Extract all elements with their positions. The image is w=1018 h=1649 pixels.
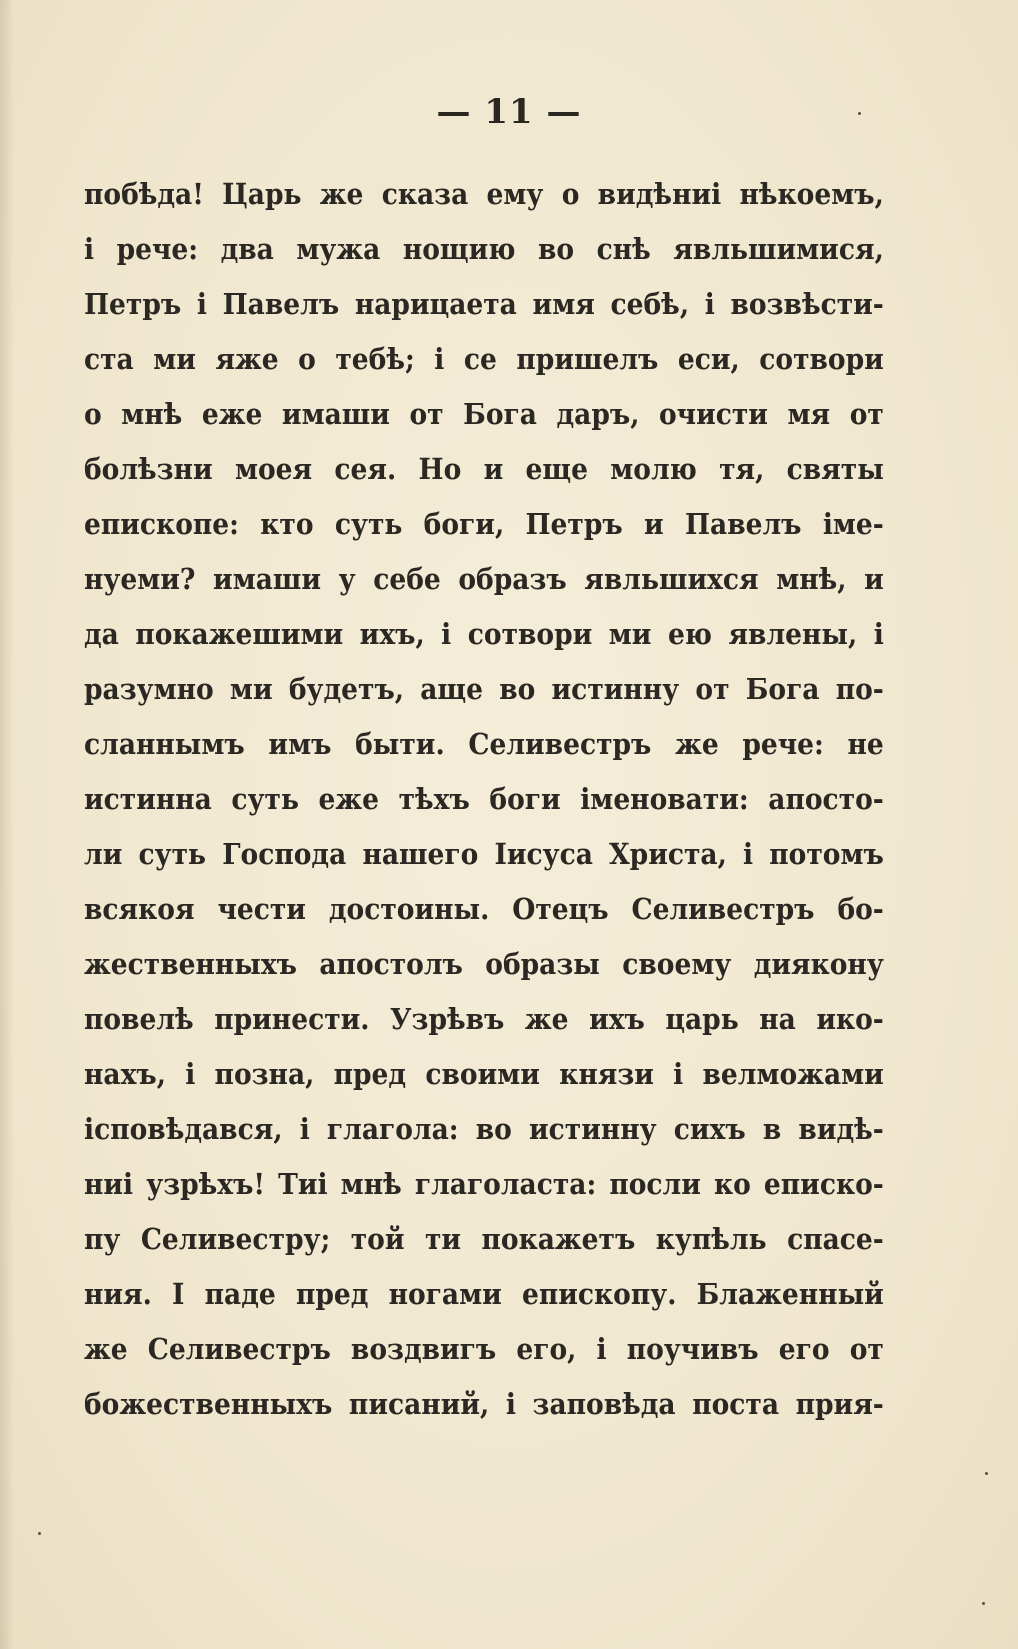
text-line: всякоя чести достоины. Отецъ Селивестръ бо-: [84, 892, 884, 926]
text-line: епископе: кто суть боги, Петръ и Павелъ іме-: [84, 507, 884, 541]
page-number: — 11 —: [436, 92, 582, 132]
text-line: пу Селивестру; той ти покажетъ купѣль спасе-: [84, 1222, 884, 1256]
text-line: разумно ми будетъ, аще во истинну от Бога по-: [84, 672, 884, 706]
text-line: о мнѣ еже имаши от Бога даръ, очисти мя от: [84, 397, 884, 431]
text-line: іcповѣдався, і глагола: во истинну сихъ в видѣ-: [84, 1112, 884, 1146]
text-line: побѣда! Царь же сказа ему о видѣниі нѣкоемъ,: [84, 177, 884, 211]
text-line: повелѣ принести. Узрѣвъ же ихъ царь на ико-: [84, 1002, 884, 1036]
paper-speck: [985, 1472, 988, 1475]
text-line: Петръ і Павелъ нарицаета имя себѣ, і возвѣсти-: [84, 287, 884, 321]
text-line: истинна суть еже тѣхъ боги іменовати: апосто-: [84, 782, 884, 816]
text-line: божественныхъ писаний, і заповѣда поста прия-: [84, 1387, 884, 1421]
text-line: болѣзни моея сея. Но и еще молю тя, святы: [84, 452, 884, 486]
paper-speck: [982, 1602, 985, 1605]
body-text: [84, 167, 884, 1432]
page-edge-shadow: [0, 0, 14, 1649]
text-line: сланнымъ имъ быти. Селивестръ же рече: не: [84, 727, 884, 761]
text-line: нахъ, і позна, пред своими князи і велможами: [84, 1057, 884, 1091]
text-line: да покажешими ихъ, і сотвори ми ею явлены, і: [84, 617, 884, 651]
text-line: ста ми яже о тебѣ; і се пришелъ еси, сотвори: [84, 342, 884, 376]
text-line: нуеми? имаши у себе образъ явльшихся мнѣ, и: [84, 562, 884, 596]
text-line: ния. І паде пред ногами епископу. Блаженный: [84, 1277, 884, 1311]
text-line: жественныхъ апостолъ образы своему диякону: [84, 947, 884, 981]
text-line: ниі узрѣхъ! Тиі мнѣ глаголаста: посли ко еписко-: [84, 1167, 884, 1201]
text-line: ли суть Господа нашего Іисуса Христа, і потомъ: [84, 837, 884, 871]
paper-speck: [38, 1532, 41, 1535]
text-line: же Селивестръ воздвигъ его, і поучивъ его от: [84, 1332, 884, 1366]
text-line: і рече: два мужа нощию во снѣ явльшимися,: [84, 232, 884, 266]
paper-speck: [858, 112, 861, 115]
